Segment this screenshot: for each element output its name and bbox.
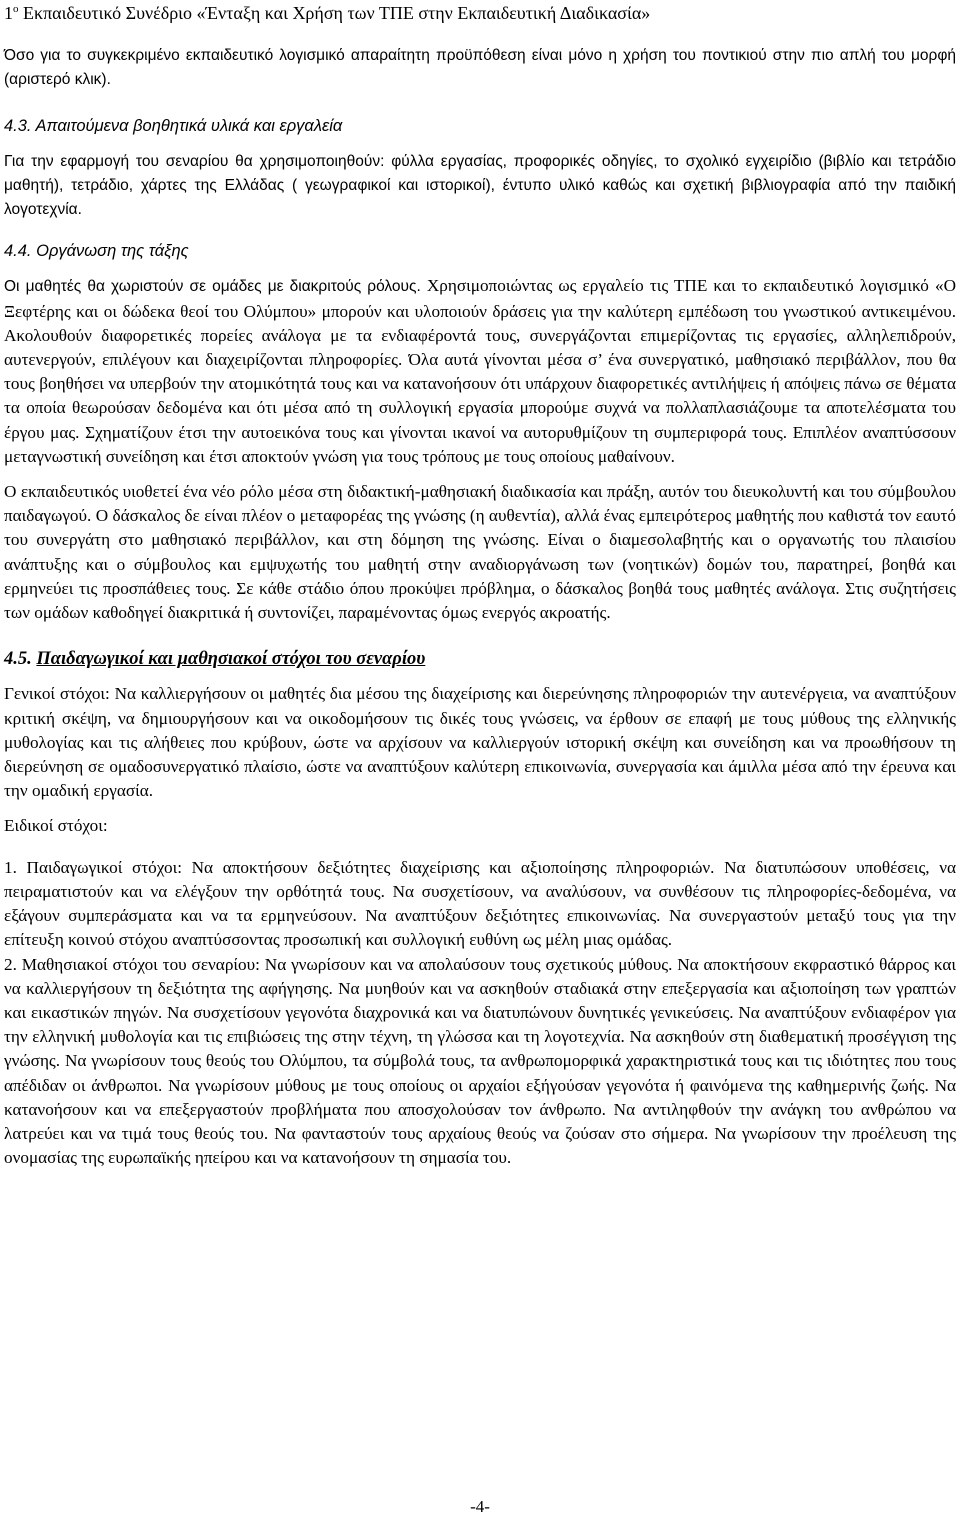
section-heading-4-4: 4.4. Οργάνωση της τάξης: [4, 242, 189, 261]
document-body: [4, 44, 956, 1170]
specific-goals-label: Ειδικοί στόχοι:: [4, 816, 108, 836]
running-header: [4, 2, 650, 24]
general-goals-paragraph: Γενικοί στόχοι: Να καλλιεργήσουν οι μαθητές δια μέσου της διαχείρισης και διερεύνησης πληροφοριών την αυτενέργεια, να αναπτύξουν κριτική σκέψη, να δημιουργήσουν και να οικοδομήσουν τις δικές τους γνώσεις, να έρθουν σε επαφή με τους μύθους της ελληνικής μυθολογίας και τις αλήθειες που κρύβουν, ώστε να αρχίσουν να καλλιεργούν ιστορική σκέψη και συνείδηση και να προωθήσουν τη διερεύνηση σε ομαδοσυνεργατικό πλαίσιο, ώστε να αναπτύξουν καλύτερη επικοινωνία, συνεργασία και άμιλλα μέσα από την έρευνα και την ομαδική εργασία.: [4, 684, 956, 801]
header-title: Εκπαιδευτικό Συνέδριο «Ένταξη και Χρήση των ΤΠΕ στην Εκπαιδευτική Διαδικασία»: [18, 3, 651, 23]
page-number: -4-: [470, 1497, 490, 1516]
teacher-role-paragraph: Ο εκπαιδευτικός υιοθετεί ένα νέο ρόλο μέσα στη διδακτική-μαθησιακή διαδικασία και πράξη, αυτόν του διευκολυντή και του σύμβουλου παιδαγωγού. Ο δάσκαλος δε είναι πλέον ο μεταφορέας της γνώσης (η αυθεντία), αλλά ένας εμπειρότερος μαθητής που καθιστά τον εαυτό του συνεργάτη στο μαθησιακό περιβάλλον, και στη δόμηση της γνώσης. Είναι ο διαμεσολαβητής και ο οργανωτής του πλαισίου ανάπτυξης και ο σύμβουλος και εμψυχωτής του μαθητή στην αναδιοργάνωση των (νοητικών) δομών του, παρατηρεί, βοηθά και ερμηνεύει τις προσπάθειες τους. Σε κάθε στάδιο όπου προκύψει πρόβλημα, ο δάσκαλος βοηθά τους μαθητές ανάλογα. Στις συζητήσεις των ομάδων καθοδηγεί διακριτικά ή συντονίζει, παραμένοντας όμως ενεργός ακροατής.: [4, 482, 956, 623]
header-number: 1: [4, 3, 13, 23]
section-heading-4-3: 4.3. Απαιτούμενα βοηθητικά υλικά και εργαλεία: [4, 117, 343, 136]
section-heading-4-5: [4, 647, 956, 671]
section-4-3-paragraph: Για την εφαρμογή του σεναρίου θα χρησιμοποιηθούν: φύλλα εργασίας, προφορικές οδηγίες, το σχολικό εγχειρίδιο (βιβλίο και τετράδιο μαθητή), τετράδιο, χάρτες της Ελλάδας ( γεωγραφικοί και ιστορικοί), έντυπο υλικό καθώς και σχετική βιβλιογραφία από την παιδική λογοτεχνία.: [4, 152, 956, 219]
section-4-5-title: Παιδαγωγικοί και μαθησιακοί στόχοι του σεναρίου: [36, 649, 426, 670]
section-4-4-paragraph: [4, 274, 956, 469]
section-4-5-number: 4.5.: [4, 649, 32, 670]
learning-goals-paragraph: 2. Μαθησιακοί στόχοι του σεναρίου: Να γνωρίσουν και να απολαύσουν τους σχετικούς μύθους. Να αποκτήσουν εκφραστικό θάρρος και να καλλιεργήσουν τη δεξιότητα της αφήγησης. Να μυηθούν και να ασκηθούν σταδιακά στην επεξεργασία και αξιοποίηση των γραπτών και εικαστικών πηγών. Να συσχετίσουν γεγονότα διαχρονικά και να διατυπώνουν δυνητικές γενικεύσεις. Να αναπτύξουν ενδιαφέρον για την ελληνική μυθολογία και τις επιβιώσεις της στην τέχνη, τη γλώσσα και τη λογοτεχνία. Να ασκηθούν στη διαθεματική προσέγγιση της γνώσης. Να γνωρίσουν τους θεούς του Ολύμπου, τα σύμβολά τους, τα ανθρωπομορφικά χαρακτηριστικά τους και τις ιδιότητες που τους απέδιδαν οι άνθρωποι. Να γνωρίσουν μύθους με τους οποίους οι αρχαίοι εξήγούσαν γεγονότα ή φαινόμενα της καθημερινής ζωής. Να κατανοήσουν και να επεξεργαστούν προβλήματα που αποσχολούσαν τον άνθρωπο. Να αντιληφθούν την ανάγκη του ανθρώπου να λατρεύει και να τιμά τους θεούς του. Να φανταστούν τους αρχαίους θεούς να ζούσαν στο σήμερα. Να γνωρίσουν την προέλευση της ονομασίας της ευρωπαϊκής ηπείρου και να κατανοήσουν τη σημασία του.: [4, 954, 956, 1168]
section-4-4-body: Χρησιμοποιώντας ως εργαλείο τις ΤΠΕ και το εκπαιδευτικό λογισμικό «Ο Ξεφτέρης και οι δώδεκα θεοί του Ολύμπου» μπορούν και υλοποιούν δράσεις για την καλύτερη εμπέδωση του γνωστικού αντικειμένου. Ακολουθούν διαφορετικές πορείες ανάλογα με τα ενδιαφέροντά τους, συνεργάζονται επιμερίζοντας τις εργασίες, αλληλεπιδρούν, αυτενεργούν, επιλέγουν και διαχειρίζονται πληροφορίες. Όλα αυτά γίνονται μέσα σ’ ένα συνεργατικό, μαθησιακό περιβάλλον, που θα τους βοηθήσει να υπερβούν την ατομικότητά τους και να κατανοήσουν ότι υπάρχουν διαφορετικές αντιλήψεις ή απόψεις πάνω σε θέματα τα οποία θεωρούσαν δεδομένα και ότι μέσα από τη συλλογική εργασία μπορούμε συχνά να πολλαπλασιάζουμε τα αποτελέσματα του έργου μας. Σχηματίζουν έτσι την αυτοεικόνα τους και γίνονται ικανοί να αυτορυθμίζουν τη συμπεριφορά τους. Επιπλέον αναπτύσσουν μεταγνωστική συνείδηση και έτσι αποκτούν γνώση για τους τρόπους με τους οποίους μαθαίνουν.: [4, 276, 956, 466]
pedagogical-goals-paragraph: 1. Παιδαγωγικοί στόχοι: Να αποκτήσουν δεξιότητες διαχείρισης και αξιοποίησης πληροφοριών. Να διατυπώσουν υποθέσεις, να πειραματιστούν και να ελέγξουν την ορθότητά τους. Να συσχετίσουν, να αναλύσουν, να συνθέσουν τις πληροφορίες-δεδομένα, να εξάγουν συμπεράσματα και να τα ερμηνεύσουν. Να αναπτύξουν δεξιότητες επικοινωνίας. Να συνεργαστούν μεταξύ τους για την επίτευξη κοινού στόχου αναπτύσσοντας προσωπική και συλλογική ευθύνη ως μέλη μιας ομάδας.: [4, 857, 956, 950]
header-superscript: ο: [13, 3, 19, 15]
section-4-4-lead: Οι μαθητές θα χωριστούν σε ομάδες με διακριτούς ρόλους.: [4, 278, 421, 296]
intro-paragraph: Όσο για το συγκεκριμένο εκπαιδευτικό λογισμικό απαραίτητη προϋπόθεση είναι μόνο η χρήση του ποντικιού στην πιο απλή του μορφή (αριστερό κλικ).: [4, 47, 956, 89]
